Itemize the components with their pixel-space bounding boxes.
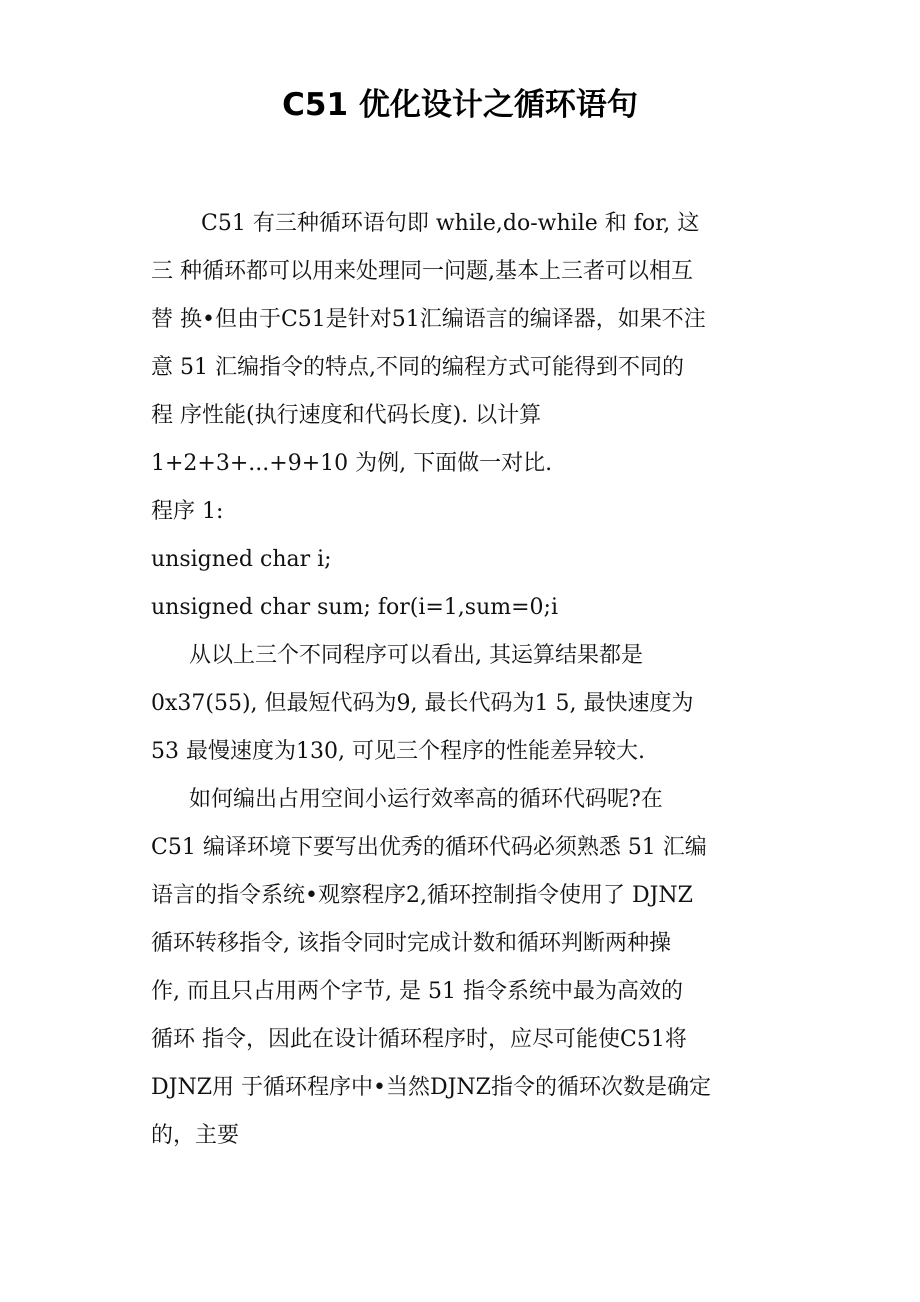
text-line: 程 序性能(执行速度和代码长度). 以计算 bbox=[151, 403, 542, 428]
text-line: 53 最慢速度为130, 可见三个程序的性能差异较大. bbox=[151, 739, 645, 764]
text-line: 程序 1: bbox=[151, 499, 224, 524]
text-line: 替 换•但由于C51是针对51汇编语言的编译器，如果不注 bbox=[151, 307, 706, 332]
text-line: 意 51 汇编指令的特点,不同的编程方式可能得到不同的 bbox=[151, 355, 684, 380]
text-line: C51 编译环境下要写出优秀的循环代码必须熟悉 51 汇编 bbox=[151, 835, 707, 860]
text-line: 从以上三个不同程序可以看出, 其运算结果都是 bbox=[189, 643, 643, 668]
body-text bbox=[151, 200, 776, 1160]
text-line: 如何编出占用空间小运行效率高的循环代码呢?在 bbox=[189, 787, 663, 812]
code-line: unsigned char i; bbox=[151, 547, 332, 572]
code-line: unsigned char sum; for(i=1,sum=0;i bbox=[151, 595, 558, 620]
page-title: C51 优化设计之循环语句 bbox=[282, 87, 638, 123]
text-line: 循环 指令，因此在设计循环程序时，应尽可能使C51将 bbox=[151, 1027, 687, 1052]
text-line: 1+2+3+...+9+10 为例, 下面做一对比. bbox=[151, 451, 553, 476]
text-line: 的，主要 bbox=[151, 1123, 240, 1148]
text-line: 循环转移指令, 该指令同时完成计数和循环判断两种操 bbox=[151, 931, 671, 956]
text-line: DJNZ用 于循环程序中•当然DJNZ指令的循环次数是确定 bbox=[151, 1075, 711, 1100]
text-line: 作, 而且只占用两个字节, 是 51 指令系统中最为高效的 bbox=[151, 979, 683, 1004]
text-line: C51 有三种循环语句即 while,do-while 和 for, 这 bbox=[201, 211, 700, 236]
text-line: 三 种循环都可以用来处理同一问题,基本上三者可以相互 bbox=[151, 259, 693, 284]
text-line: 语言的指令系统•观察程序2,循环控制指令使用了 DJNZ bbox=[151, 883, 693, 908]
text-line: 0x37(55), 但最短代码为9, 最长代码为1 5, 最快速度为 bbox=[151, 691, 694, 716]
